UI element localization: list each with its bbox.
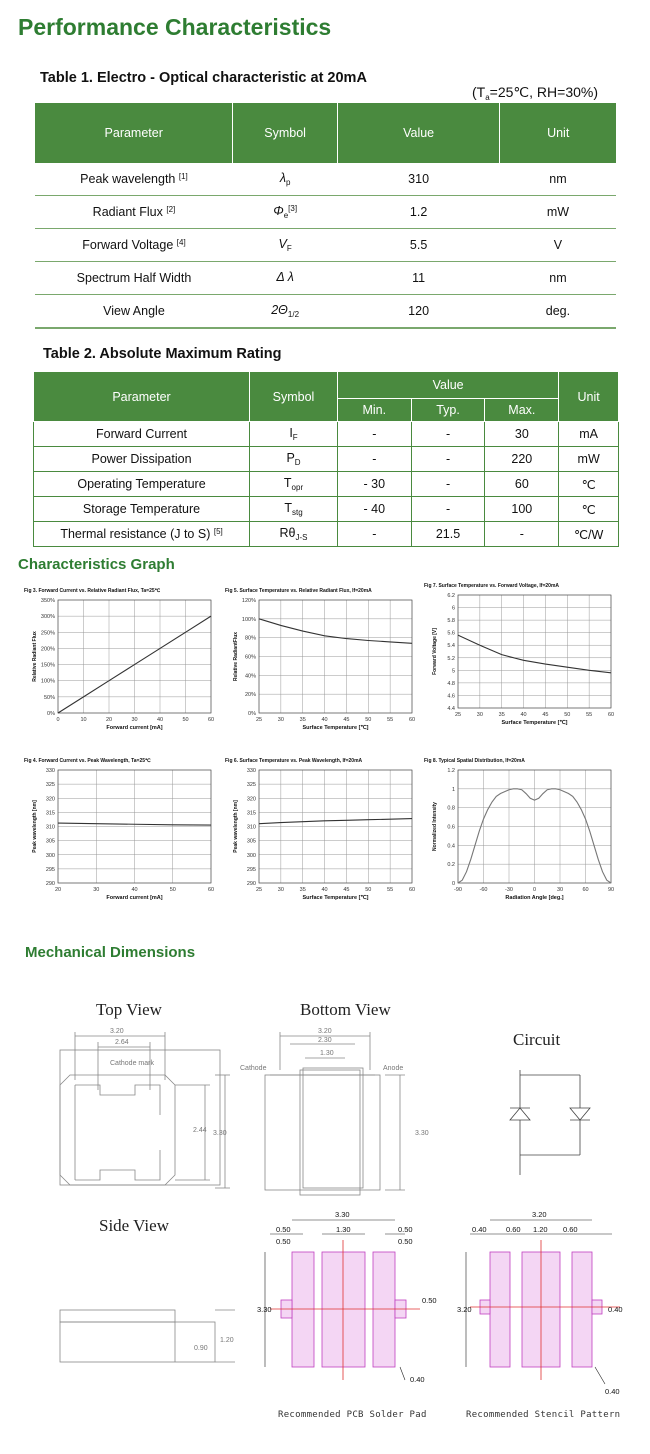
pcb-dim-g: 0.40 bbox=[410, 1375, 425, 1384]
chart-ytick-label: 40% bbox=[244, 673, 256, 680]
chart-xtick-label: 35 bbox=[498, 712, 505, 718]
chart-ytick-label: 325 bbox=[246, 782, 256, 789]
table1-row bbox=[35, 262, 616, 295]
pcb-dim-b: 1.30 bbox=[336, 1225, 351, 1234]
table1-cell-param: Peak wavelength [1] bbox=[35, 163, 233, 196]
chart-ytick-label: 300 bbox=[246, 852, 256, 859]
chart-ytick-label: 295 bbox=[246, 866, 256, 873]
table2-row bbox=[34, 522, 619, 547]
table2-header-min: Min. bbox=[337, 399, 411, 422]
chart-ytick-label: 315 bbox=[45, 810, 55, 817]
chart-xtick-label: 30 bbox=[131, 717, 138, 723]
stencil-dim-d: 0.60 bbox=[563, 1225, 578, 1234]
table2-header-row bbox=[34, 372, 619, 399]
pcb-dim-w: 3.30 bbox=[335, 1210, 350, 1219]
chart-xlabel: Surface Temperature [℃] bbox=[302, 895, 369, 901]
chart-ytick-label: 120% bbox=[241, 598, 256, 604]
chart-ytick-label: 20% bbox=[244, 692, 256, 699]
pcb-dim-a: 0.50 bbox=[276, 1225, 291, 1234]
chart-xtick-label: 20 bbox=[54, 887, 62, 893]
chart-xtick-label: 50 bbox=[182, 717, 189, 723]
table2-cell-typ: 21.5 bbox=[411, 522, 485, 547]
chart-ytick-label: 0.8 bbox=[447, 805, 455, 812]
table2-row bbox=[34, 497, 619, 522]
table2-cell-unit: ℃/W bbox=[559, 522, 619, 547]
chart-2 bbox=[225, 585, 420, 750]
table2-header-symbol: Symbol bbox=[250, 372, 338, 422]
table2-cell-param: Operating Temperature bbox=[34, 472, 250, 497]
bottom-dim-pad: 1.30 bbox=[320, 1050, 334, 1057]
chart-ytick-label: 330 bbox=[45, 768, 55, 774]
table1-cell-param: View Angle bbox=[35, 295, 233, 329]
chart-ytick-label: 305 bbox=[246, 838, 256, 845]
side-dim-h2: 1.20 bbox=[220, 1337, 234, 1344]
table1-header: Value bbox=[337, 103, 500, 163]
chart-series-line bbox=[259, 819, 412, 824]
chart-title: Fig 3. Forward Current vs. Relative Radiant Flux, Ta=25℃ bbox=[24, 588, 161, 594]
chart-xtick-label: 55 bbox=[586, 712, 593, 718]
top-dim-hinner: 2.44 bbox=[193, 1127, 207, 1134]
table2-header-unit: Unit bbox=[559, 372, 619, 422]
chart-ytick-label: 6 bbox=[451, 605, 455, 612]
table2-cell-max: 30 bbox=[485, 422, 559, 447]
table1-cell-param: Radiant Flux [2] bbox=[35, 196, 233, 229]
table1-cell-symbol: $2\Theta_{1/2}$ bbox=[233, 295, 337, 329]
table1-cell-symbol: Δ λ bbox=[233, 262, 337, 295]
table1-header: Unit bbox=[500, 103, 616, 163]
chart-xlabel: Forward current [mA] bbox=[106, 725, 163, 731]
table1-row bbox=[35, 229, 616, 262]
chart-ytick-label: 305 bbox=[45, 838, 55, 845]
stencil-dim-e: 0.40 bbox=[608, 1305, 623, 1314]
table1-cell-unit: deg. bbox=[500, 295, 616, 329]
chart-ytick-label: 310 bbox=[246, 824, 256, 831]
table1-cell-value: 11 bbox=[337, 262, 500, 295]
chart-xtick-label: 45 bbox=[343, 717, 350, 723]
chart-6 bbox=[424, 755, 619, 920]
chart-xtick-label: 40 bbox=[156, 717, 164, 723]
chart-xtick-label: -30 bbox=[505, 887, 513, 893]
chart-xtick-label: 10 bbox=[80, 717, 87, 723]
chart-title: Fig 5. Surface Temperature vs. Relative Radiant Flux, If=20mA bbox=[225, 588, 372, 594]
stencil-drawing bbox=[466, 1220, 620, 1384]
table1-cell-value: 120 bbox=[337, 295, 500, 329]
chart-title: Fig 4. Forward Current vs. Peak Wavelength, Ta=25℃ bbox=[24, 758, 151, 764]
chart-ytick-label: 100% bbox=[40, 678, 55, 685]
table2-cell-typ: - bbox=[411, 472, 485, 497]
chart-xtick-label: 20 bbox=[105, 717, 113, 723]
chart-xtick-label: 40 bbox=[321, 717, 328, 723]
chart-xtick-label: 25 bbox=[454, 712, 462, 718]
chart-series-line bbox=[259, 619, 412, 643]
chart-4 bbox=[24, 755, 219, 920]
chart-xlabel: Surface Temperature [℃] bbox=[302, 725, 369, 731]
chart-ytick-label: 1.2 bbox=[447, 768, 455, 774]
table1-cell-param: Spectrum Half Width bbox=[35, 262, 233, 295]
chart-xtick-label: 60 bbox=[607, 712, 615, 718]
bottom-anode-label: Anode bbox=[383, 1065, 404, 1072]
chart-ytick-label: 300 bbox=[45, 852, 55, 859]
chart-ylabel: Normalized Intensity bbox=[432, 802, 438, 851]
table2-cell-max: 60 bbox=[485, 472, 559, 497]
chart-xtick-label: 60 bbox=[207, 717, 215, 723]
table1-cell-value: 1.2 bbox=[337, 196, 500, 229]
table2-cell-typ: - bbox=[411, 497, 485, 522]
chart-ytick-label: 4.6 bbox=[447, 693, 455, 700]
page-title: Performance Characteristics bbox=[18, 14, 332, 40]
table1-header-row bbox=[35, 103, 616, 163]
chart-ytick-label: 320 bbox=[45, 796, 55, 803]
chart-ytick-label: 4.8 bbox=[447, 680, 455, 687]
chart-xtick-label: 25 bbox=[255, 717, 263, 723]
stencil-dim-h: 3.20 bbox=[457, 1305, 472, 1314]
table2-cell-symbol: $R\theta_{J-S}$ bbox=[250, 522, 338, 547]
side-view-drawing bbox=[60, 1310, 235, 1362]
table2-header-typ: Typ. bbox=[411, 399, 485, 422]
circuit-title: Circuit bbox=[513, 1030, 561, 1049]
table1-row bbox=[35, 295, 616, 329]
chart-xtick-label: 50 bbox=[365, 887, 372, 893]
graphs-title: Characteristics Graph bbox=[18, 556, 175, 573]
table1-cell-symbol: $V_F$ bbox=[233, 229, 337, 262]
chart-ytick-label: 60% bbox=[244, 654, 256, 661]
chart-ytick-label: 100% bbox=[241, 616, 256, 623]
table2-cell-unit: ℃ bbox=[559, 472, 619, 497]
chart-xtick-label: 30 bbox=[277, 887, 284, 893]
table2-cell-unit: mA bbox=[559, 422, 619, 447]
chart-title: Fig 6. Surface Temperature vs. Peak Wavelength, If=20mA bbox=[225, 758, 363, 764]
chart-xtick-label: 40 bbox=[520, 712, 527, 718]
table1-cell-value: 310 bbox=[337, 163, 500, 196]
table2-cell-min: - 30 bbox=[337, 472, 411, 497]
chart-ytick-label: 5.8 bbox=[447, 618, 455, 625]
table2-cell-param: Storage Temperature bbox=[34, 497, 250, 522]
table2-cell-typ: - bbox=[411, 447, 485, 472]
chart-xtick-label: 55 bbox=[387, 887, 394, 893]
chart-ytick-label: 300% bbox=[40, 614, 55, 621]
chart-xtick-label: 0 bbox=[532, 887, 537, 893]
bottom-dim-w: 3.20 bbox=[318, 1028, 332, 1035]
chart-3 bbox=[424, 580, 619, 745]
chart-ytick-label: 0% bbox=[47, 711, 55, 717]
chart-ytick-label: 315 bbox=[246, 810, 256, 817]
chart-ytick-label: 290 bbox=[45, 881, 55, 887]
table1-cell-symbol: $\Phi_e[3]$ bbox=[233, 196, 337, 229]
top-view-drawing bbox=[60, 1032, 230, 1188]
chart-ytick-label: 350% bbox=[40, 598, 55, 604]
chart-frame bbox=[458, 595, 611, 708]
chart-xtick-label: 50 bbox=[564, 712, 571, 718]
chart-ylabel: Relative RadiantFlux bbox=[233, 631, 239, 682]
chart-ytick-label: 80% bbox=[244, 635, 256, 642]
pcb-dim-h: 3.30 bbox=[257, 1305, 272, 1314]
table2-cell-unit: ℃ bbox=[559, 497, 619, 522]
table2-cell-min: - bbox=[337, 447, 411, 472]
chart-xlabel: Radiation Angle [deg.] bbox=[505, 895, 564, 901]
chart-ytick-label: 295 bbox=[45, 866, 55, 873]
chart-ytick-label: 330 bbox=[246, 768, 256, 774]
chart-ylabel: Peak wavelength [nm] bbox=[233, 800, 239, 853]
bottom-view-drawing bbox=[265, 1032, 405, 1195]
chart-xtick-label: 45 bbox=[343, 887, 350, 893]
table1-cell-value: 5.5 bbox=[337, 229, 500, 262]
table2-cell-max: 100 bbox=[485, 497, 559, 522]
chart-xtick-label: 60 bbox=[408, 717, 416, 723]
table2-cell-min: - bbox=[337, 422, 411, 447]
stencil-dim-f: 0.40 bbox=[605, 1387, 620, 1396]
chart-ytick-label: 320 bbox=[246, 796, 256, 803]
table1-cell-unit: V bbox=[500, 229, 616, 262]
top-view-title: Top View bbox=[96, 1000, 162, 1019]
chart-xtick-label: 50 bbox=[365, 717, 372, 723]
table2 bbox=[33, 371, 619, 547]
top-mark-label: Cathode mark bbox=[110, 1060, 154, 1067]
top-dim-w: 3.20 bbox=[110, 1028, 124, 1035]
chart-xtick-label: 0 bbox=[56, 717, 60, 723]
table1-cell-symbol: $\lambda_p$ bbox=[233, 163, 337, 196]
table1-cell-unit: nm bbox=[500, 262, 616, 295]
chart-series-line bbox=[458, 635, 611, 673]
chart-ytick-label: 0.2 bbox=[447, 862, 455, 869]
table2-cell-min: - bbox=[337, 522, 411, 547]
chart-title: Fig 8. Typical Spatial Distribution, If=20mA bbox=[424, 758, 525, 764]
table2-cell-symbol: $I_F$ bbox=[250, 422, 338, 447]
chart-ytick-label: 325 bbox=[45, 782, 55, 789]
chart-xlabel: Surface Temperature [℃] bbox=[501, 720, 568, 726]
chart-xtick-label: 25 bbox=[255, 887, 263, 893]
table1-title: Table 1. Electro - Optical characteristic at 20mA bbox=[40, 70, 367, 86]
chart-xtick-label: -90 bbox=[454, 887, 462, 893]
table1-cell-param: Forward Voltage [4] bbox=[35, 229, 233, 262]
mechanical-drawings bbox=[0, 1020, 650, 1400]
chart-ytick-label: 0.6 bbox=[447, 824, 455, 831]
chart-ytick-label: 1 bbox=[451, 786, 455, 793]
table1 bbox=[35, 103, 616, 329]
bottom-view-title: Bottom View bbox=[300, 1000, 391, 1019]
table2-title: Table 2. Absolute Maximum Rating bbox=[43, 346, 282, 362]
table1-row bbox=[35, 163, 616, 196]
stencil-dim-b: 0.60 bbox=[506, 1225, 521, 1234]
chart-xtick-label: 50 bbox=[169, 887, 176, 893]
table2-cell-symbol: $T_{opr}$ bbox=[250, 472, 338, 497]
pcb-caption: Recommended PCB Solder Pad bbox=[278, 1410, 427, 1420]
chart-ylabel: Forward Voltage [V] bbox=[432, 628, 438, 675]
chart-ytick-label: 6.2 bbox=[447, 593, 455, 599]
chart-xtick-label: 90 bbox=[607, 887, 615, 893]
bottom-dim-inner: 2.30 bbox=[318, 1037, 332, 1044]
chart-xtick-label: 40 bbox=[131, 887, 138, 893]
side-view-title: Side View bbox=[99, 1216, 169, 1235]
chart-ylabel: Peak wavelength [nm] bbox=[32, 800, 38, 853]
stencil-dim-c: 1.20 bbox=[533, 1225, 548, 1234]
chart-xtick-label: 60 bbox=[207, 887, 215, 893]
table2-cell-min: - 40 bbox=[337, 497, 411, 522]
table2-row bbox=[34, 472, 619, 497]
table2-cell-param: Power Dissipation bbox=[34, 447, 250, 472]
table1-cell-unit: nm bbox=[500, 163, 616, 196]
table2-header-max: Max. bbox=[485, 399, 559, 422]
chart-xtick-label: 40 bbox=[321, 887, 328, 893]
table2-cell-unit: mW bbox=[559, 447, 619, 472]
table2-cell-param: Forward Current bbox=[34, 422, 250, 447]
table1-header: Symbol bbox=[233, 103, 337, 163]
chart-xtick-label: 35 bbox=[299, 717, 306, 723]
table2-cell-param: Thermal resistance (J to S) [5] bbox=[34, 522, 250, 547]
chart-ytick-label: 310 bbox=[45, 824, 55, 831]
chart-xtick-label: 60 bbox=[408, 887, 416, 893]
chart-ytick-label: 200% bbox=[40, 646, 55, 653]
table2-cell-max: 220 bbox=[485, 447, 559, 472]
chart-xtick-label: 35 bbox=[299, 887, 306, 893]
table1-cell-unit: mW bbox=[500, 196, 616, 229]
table2-header-value: Value bbox=[337, 372, 558, 399]
table2-row bbox=[34, 422, 619, 447]
chart-ylabel: Relative Radiant Flux bbox=[32, 631, 38, 682]
chart-ytick-label: 5.2 bbox=[447, 655, 455, 662]
stencil-dim-a: 0.40 bbox=[472, 1225, 487, 1234]
chart-ytick-label: 5.6 bbox=[447, 630, 455, 637]
chart-ytick-label: 150% bbox=[40, 662, 55, 669]
chart-xtick-label: -60 bbox=[479, 887, 488, 893]
circuit-drawing bbox=[510, 1070, 590, 1175]
table2-row bbox=[34, 447, 619, 472]
table2-cell-max: - bbox=[485, 522, 559, 547]
table2-header-parameter: Parameter bbox=[34, 372, 250, 422]
chart-ytick-label: 0.4 bbox=[447, 843, 455, 850]
top-dim-h: 3.30 bbox=[213, 1130, 227, 1137]
mechanical-title: Mechanical Dimensions bbox=[25, 944, 196, 961]
table1-row bbox=[35, 196, 616, 229]
table1-header: Parameter bbox=[35, 103, 233, 163]
chart-1 bbox=[24, 585, 219, 750]
table2-cell-typ: - bbox=[411, 422, 485, 447]
bottom-dim-h: 3.30 bbox=[415, 1130, 429, 1137]
pcb-dim-d: 0.50 bbox=[276, 1237, 291, 1246]
pcb-dim-c: 0.50 bbox=[398, 1225, 413, 1234]
pcb-dim-e: 0.50 bbox=[398, 1237, 413, 1246]
bottom-cathode-label: Cathode bbox=[240, 1065, 267, 1072]
chart-ytick-label: 5.4 bbox=[447, 643, 455, 650]
chart-ytick-label: 0% bbox=[248, 711, 256, 717]
stencil-dim-w: 3.20 bbox=[532, 1210, 547, 1219]
chart-xtick-label: 55 bbox=[387, 717, 394, 723]
chart-ytick-label: 5 bbox=[451, 668, 455, 675]
pcb-dim-f: 0.50 bbox=[422, 1296, 437, 1305]
chart-ytick-label: 250% bbox=[40, 630, 55, 637]
chart-xlabel: Forward current [mA] bbox=[106, 895, 163, 901]
chart-xtick-label: 45 bbox=[542, 712, 549, 718]
table1-condition: ($T_a=25℃$, RH=30%) bbox=[472, 84, 599, 102]
chart-xtick-label: 30 bbox=[476, 712, 483, 718]
table2-cell-symbol: $T_{stg}$ bbox=[250, 497, 338, 522]
table2-cell-symbol: $P_D$ bbox=[250, 447, 338, 472]
chart-title: Fig 7. Surface Temperature vs. Forward Voltage, If=20mA bbox=[424, 583, 559, 589]
stencil-caption: Recommended Stencil Pattern bbox=[466, 1410, 621, 1420]
chart-xtick-label: 30 bbox=[556, 887, 564, 893]
top-dim-inner: 2.64 bbox=[115, 1039, 129, 1046]
chart-xtick-label: 30 bbox=[93, 887, 100, 893]
chart-ytick-label: 0 bbox=[451, 881, 455, 887]
chart-5 bbox=[225, 755, 420, 920]
chart-xtick-label: 30 bbox=[277, 717, 284, 723]
chart-ytick-label: 50% bbox=[43, 694, 55, 701]
chart-xtick-label: 60 bbox=[582, 887, 589, 893]
side-dim-h1: 0.90 bbox=[194, 1345, 208, 1352]
chart-ytick-label: 290 bbox=[246, 881, 256, 887]
chart-ytick-label: 4.4 bbox=[447, 706, 455, 712]
